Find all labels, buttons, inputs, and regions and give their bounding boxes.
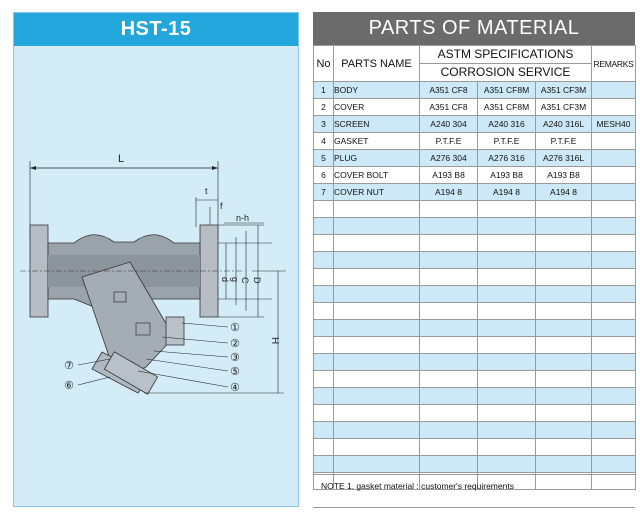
model-title: HST-15 [14, 13, 298, 46]
cell-empty [536, 337, 592, 354]
cell-empty [478, 269, 536, 286]
drawing-panel [13, 12, 299, 507]
cell-c: A351 CF3M [536, 99, 592, 116]
header-remarks: REMARKS [592, 46, 636, 82]
parts-panel [313, 12, 635, 508]
cell-empty [592, 201, 636, 218]
cell-empty [420, 388, 478, 405]
callout-7: ⑦ [64, 360, 74, 372]
cell-c: A240 316L [536, 116, 592, 133]
parts-table [313, 45, 636, 490]
cell-empty [314, 388, 334, 405]
table-row-empty [314, 320, 636, 337]
cell-r [592, 167, 636, 184]
cell-name: BODY [334, 82, 420, 99]
note: NOTE 1. gasket material : customer's requirements [313, 474, 635, 508]
cell-empty [314, 201, 334, 218]
cell-empty [536, 252, 592, 269]
dim-C: C [240, 277, 250, 284]
cell-empty [536, 269, 592, 286]
cell-empty [314, 439, 334, 456]
dim-t: t [205, 186, 208, 196]
table-row [314, 184, 636, 201]
cell-b: A194 8 [478, 184, 536, 201]
table-row-empty [314, 422, 636, 439]
cell-empty [334, 320, 420, 337]
cell-no: 4 [314, 133, 334, 150]
cell-b: A351 CF8M [478, 99, 536, 116]
table-row [314, 82, 636, 99]
cell-empty [420, 303, 478, 320]
strainer-drawing [14, 47, 298, 505]
cell-empty [592, 235, 636, 252]
cell-empty [420, 269, 478, 286]
callout-4: ④ [230, 382, 240, 394]
table-row-empty [314, 439, 636, 456]
cell-empty [334, 405, 420, 422]
cell-empty [334, 235, 420, 252]
cell-r [592, 150, 636, 167]
cell-empty [478, 337, 536, 354]
cell-c: A193 B8 [536, 167, 592, 184]
cell-empty [314, 354, 334, 371]
cell-empty [478, 405, 536, 422]
cell-a: P.T.F.E [420, 133, 478, 150]
cell-empty [420, 456, 478, 473]
cell-no: 3 [314, 116, 334, 133]
cell-no: 1 [314, 82, 334, 99]
cell-empty [314, 303, 334, 320]
cell-empty [314, 405, 334, 422]
table-row-empty [314, 371, 636, 388]
cell-empty [592, 269, 636, 286]
cell-no: 7 [314, 184, 334, 201]
table-row [314, 116, 636, 133]
cell-r [592, 99, 636, 116]
table-row-empty [314, 286, 636, 303]
cell-b: A193 B8 [478, 167, 536, 184]
cell-empty [536, 354, 592, 371]
table-row-empty [314, 337, 636, 354]
callout-3: ③ [230, 352, 240, 364]
cell-empty [536, 303, 592, 320]
cell-empty [420, 252, 478, 269]
cell-empty [478, 303, 536, 320]
cell-empty [592, 354, 636, 371]
cell-b: A240 316 [478, 116, 536, 133]
dim-L: L [118, 153, 125, 165]
cell-r [592, 82, 636, 99]
cell-name: COVER [334, 99, 420, 116]
cell-empty [314, 456, 334, 473]
cell-empty [536, 320, 592, 337]
cell-c: P.T.F.E [536, 133, 592, 150]
cell-name: PLUG [334, 150, 420, 167]
cell-b: P.T.F.E [478, 133, 536, 150]
cell-a: A193 B8 [420, 167, 478, 184]
cell-empty [420, 201, 478, 218]
cell-r: MESH40 [592, 116, 636, 133]
table-row [314, 133, 636, 150]
cell-empty [478, 235, 536, 252]
table-row-empty [314, 235, 636, 252]
cell-empty [314, 320, 334, 337]
cell-empty [420, 218, 478, 235]
cell-empty [592, 303, 636, 320]
dim-nh: n-h [236, 213, 250, 223]
cell-empty [536, 405, 592, 422]
dim-f: f [220, 201, 223, 211]
cell-empty [420, 320, 478, 337]
cell-empty [592, 286, 636, 303]
table-row-empty [314, 388, 636, 405]
cell-empty [334, 456, 420, 473]
cell-empty [478, 422, 536, 439]
cell-empty [334, 439, 420, 456]
cell-empty [420, 337, 478, 354]
cell-no: 6 [314, 167, 334, 184]
cell-a: A351 CF8 [420, 99, 478, 116]
table-row-empty [314, 218, 636, 235]
header-parts-name: PARTS NAME [334, 46, 420, 82]
cell-empty [536, 439, 592, 456]
cell-empty [592, 337, 636, 354]
table-row [314, 150, 636, 167]
callout-5: ⑤ [230, 366, 240, 378]
cell-empty [536, 456, 592, 473]
cell-empty [592, 422, 636, 439]
cell-name: GASKET [334, 133, 420, 150]
cell-a: A276 304 [420, 150, 478, 167]
cell-empty [592, 218, 636, 235]
cell-empty [536, 218, 592, 235]
cell-empty [334, 201, 420, 218]
cell-name: COVER NUT [334, 184, 420, 201]
cell-b: A276 316 [478, 150, 536, 167]
cell-empty [478, 371, 536, 388]
cell-empty [536, 235, 592, 252]
table-row-empty [314, 405, 636, 422]
cell-empty [478, 218, 536, 235]
cell-empty [314, 252, 334, 269]
dim-H: H [269, 337, 280, 345]
cell-empty [420, 405, 478, 422]
cell-name: COVER BOLT [334, 167, 420, 184]
cell-empty [334, 252, 420, 269]
cell-empty [334, 218, 420, 235]
cell-empty [536, 286, 592, 303]
cell-empty [314, 422, 334, 439]
cell-no: 5 [314, 150, 334, 167]
dim-d: d [220, 277, 230, 283]
cell-c: A276 316L [536, 150, 592, 167]
cell-empty [314, 218, 334, 235]
table-row-empty [314, 456, 636, 473]
cell-empty [536, 371, 592, 388]
cell-empty [536, 201, 592, 218]
cell-empty [478, 456, 536, 473]
table-row-empty [314, 201, 636, 218]
cell-empty [478, 439, 536, 456]
cell-empty [592, 252, 636, 269]
cell-empty [592, 320, 636, 337]
header-no: No [314, 46, 334, 82]
parts-rows [314, 82, 636, 490]
parts-title: PARTS OF MATERIAL [313, 12, 635, 45]
cell-b: A351 CF8M [478, 82, 536, 99]
dim-g: g [230, 277, 240, 283]
dim-D: D [252, 277, 262, 284]
table-row-empty [314, 303, 636, 320]
cell-empty [334, 354, 420, 371]
cell-c: A351 CF3M [536, 82, 592, 99]
cell-empty [478, 286, 536, 303]
cell-empty [334, 371, 420, 388]
cell-empty [592, 439, 636, 456]
table-row [314, 167, 636, 184]
cell-empty [536, 422, 592, 439]
cell-a: A240 304 [420, 116, 478, 133]
cell-empty [478, 201, 536, 218]
cell-r [592, 184, 636, 201]
cell-empty [314, 337, 334, 354]
cell-empty [314, 269, 334, 286]
cell-name: SCREEN [334, 116, 420, 133]
cell-empty [592, 371, 636, 388]
cell-empty [592, 388, 636, 405]
header-astm: ASTM SPECIFICATIONS [420, 46, 592, 64]
table-row-empty [314, 269, 636, 286]
cell-empty [314, 286, 334, 303]
cell-empty [314, 235, 334, 252]
cell-empty [420, 371, 478, 388]
cell-empty [478, 252, 536, 269]
cell-c: A194 8 [536, 184, 592, 201]
cell-empty [314, 371, 334, 388]
cell-empty [420, 354, 478, 371]
cell-r [592, 133, 636, 150]
cell-empty [334, 269, 420, 286]
cell-empty [334, 286, 420, 303]
cell-empty [334, 388, 420, 405]
cell-empty [592, 405, 636, 422]
cell-empty [334, 337, 420, 354]
cell-empty [478, 320, 536, 337]
callout-2: ② [230, 338, 240, 350]
cell-empty [592, 456, 636, 473]
cell-empty [420, 439, 478, 456]
callout-6: ⑥ [64, 380, 74, 392]
cell-a: A194 8 [420, 184, 478, 201]
header-corrosion: CORROSION SERVICE [420, 64, 592, 82]
cell-empty [334, 422, 420, 439]
table-row-empty [314, 354, 636, 371]
callout-1: ① [230, 322, 240, 334]
cell-empty [420, 235, 478, 252]
cell-a: A351 CF8 [420, 82, 478, 99]
cell-empty [420, 422, 478, 439]
cell-empty [478, 354, 536, 371]
cell-empty [536, 388, 592, 405]
table-row-empty [314, 252, 636, 269]
cell-no: 2 [314, 99, 334, 116]
cell-empty [420, 286, 478, 303]
cell-empty [478, 388, 536, 405]
table-row [314, 99, 636, 116]
cell-empty [334, 303, 420, 320]
